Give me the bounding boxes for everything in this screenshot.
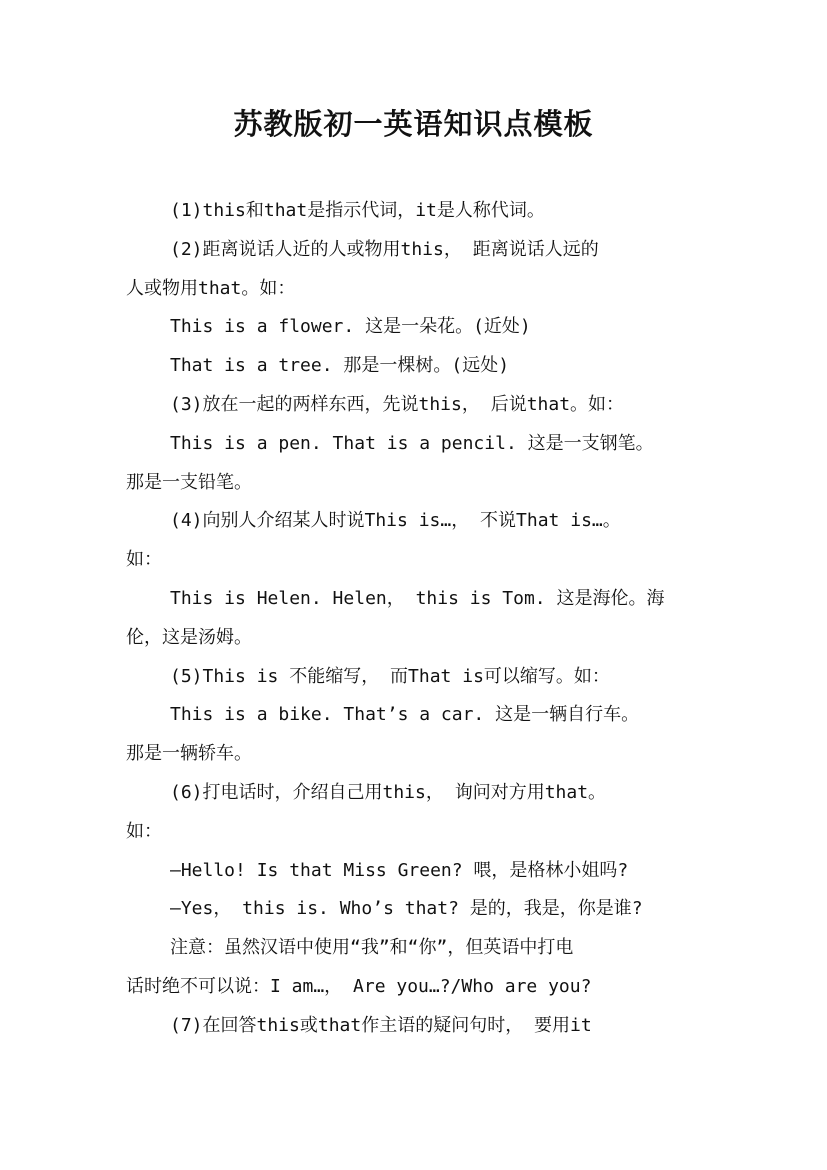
text-line: (6)打电话时，介绍自己用this， 询问对方用that。 [170, 781, 607, 803]
text-line: This is a pen. That is a pencil. 这是一支钢笔。 [170, 432, 654, 454]
text-line: This is a flower. 这是一朵花。(近处) [170, 316, 531, 338]
text-line: (4)向别人介绍某人时说This is…， 不说That is…。 [170, 510, 621, 532]
text-line: 如： [126, 820, 162, 842]
text-line: —Yes， this is. Who’s that? 是的，我是，你是谁? [170, 898, 643, 920]
text-line: 那是一支铅笔。 [126, 471, 252, 493]
text-line: 注意：虽然汉语中使用“我”和“你”，但英语中打电 [170, 937, 574, 959]
text-line: (3)放在一起的两样东西，先说this， 后说that。如： [170, 393, 625, 415]
text-line: 人或物用that。如： [126, 277, 296, 299]
text-line: This is a bike. That’s a car. 这是一辆自行车。 [170, 704, 640, 726]
text-line: 那是一辆轿车。 [126, 743, 252, 765]
text-line: 伦，这是汤姆。 [126, 626, 252, 648]
text-line: This is Helen. Helen， this is Tom. 这是海伦。海 [170, 587, 665, 609]
text-line: (5)This is 不能缩写， 而That is可以缩写。如： [170, 665, 610, 687]
text-line: (1)this和that是指示代词，it是人称代词。 [170, 200, 545, 221]
text-line: That is a tree. 那是一棵树。(远处) [170, 355, 510, 377]
document-title: 苏教版初一英语知识点模板 [233, 107, 594, 141]
text-line: 话时绝不可以说：I am…， Are you…?/Who are you? [126, 975, 592, 997]
text-line: (7)在回答this或that作主语的疑问句时， 要用it [170, 1014, 592, 1036]
text-line: (2)距离说话人近的人或物用this， 距离说话人远的 [170, 238, 599, 260]
text-line: —Hello! Is that Miss Green? 喂，是格林小姐吗? [170, 859, 629, 881]
text-line: 如： [126, 549, 162, 571]
document-body [126, 192, 716, 1046]
